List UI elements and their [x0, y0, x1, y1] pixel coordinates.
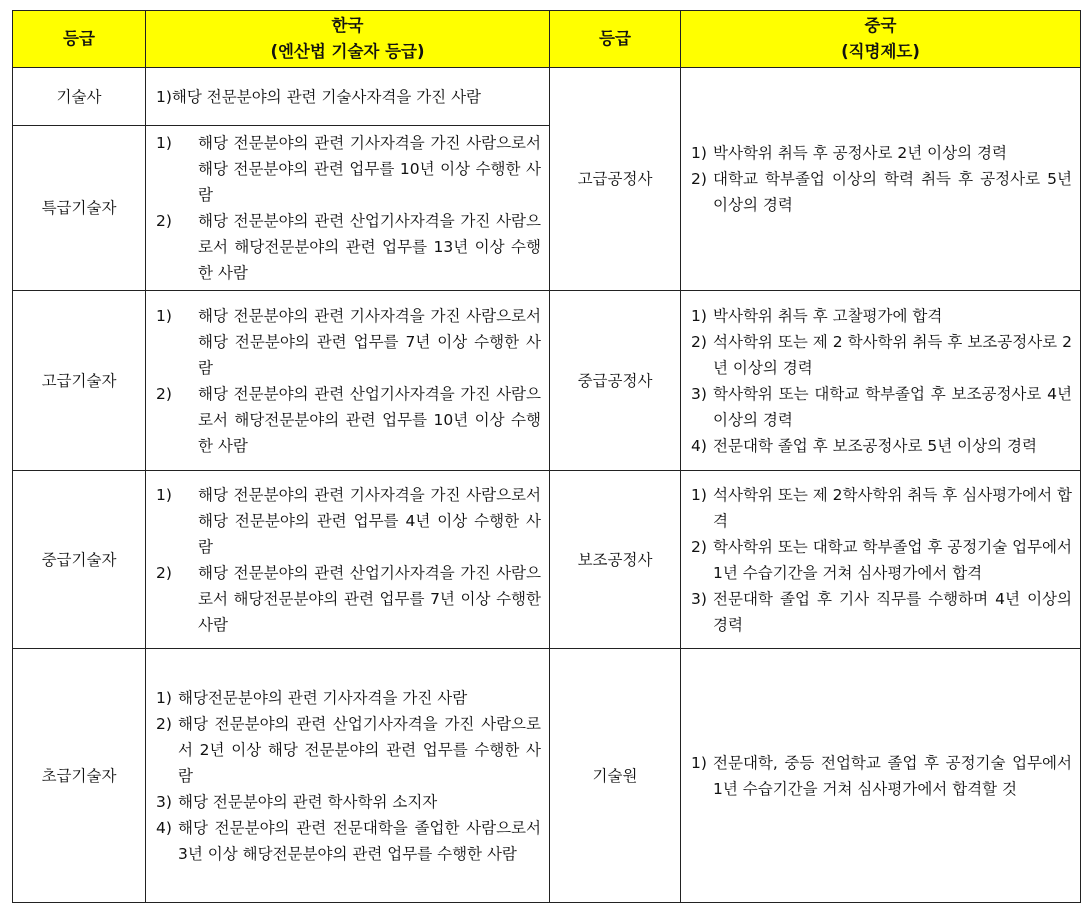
list-item [691, 586, 1072, 638]
list-item [691, 329, 1072, 381]
header-china [681, 11, 1081, 68]
list-item [156, 711, 541, 789]
header-korea [146, 11, 550, 68]
item-text: 석사학위 또는 제 2학사학위 취득 후 심사평가에서 합격 [713, 485, 1072, 530]
item-text: 대학교 학부졸업 이상의 학력 취득 후 공정사로 5년 이상의 경력 [713, 170, 1072, 214]
item-text: 해당 전문분야의 관련 산업기사자격을 가진 사람으로서 해당전문분야의 관련 업무를 10년 이상 수행한 사람 [198, 384, 541, 455]
item-number: 1) [691, 753, 707, 772]
item-number: 1) [691, 306, 707, 325]
cn-desc-cell [681, 649, 1081, 903]
table-row [13, 471, 1081, 649]
item-text: 해당 전문분야의 관련 산업기사자격을 가진 사람으로서 2년 이상 해당 전문분야의 관련 업무를 수행한 사람 [178, 714, 541, 785]
kr-grade-cell: 기술사 [13, 68, 146, 126]
item-text: 해당 전문분야의 관련 산업기사자격을 가진 사람으로서 해당전문분야의 관련 업무를 13년 이상 수행한 사람 [198, 212, 541, 282]
header-row [13, 11, 1081, 68]
item-number: 1) [691, 144, 707, 162]
kr-desc-cell [146, 471, 550, 649]
item-number: 2) [156, 714, 172, 733]
kr-grade-cell: 특급기술자 [13, 126, 146, 291]
kr-desc-cell [146, 649, 550, 903]
item-text: 전문대학 졸업 후 보조공정사로 5년 이상의 경력 [713, 436, 1037, 455]
cn-grade-cell: 보조공정사 [550, 471, 681, 649]
header-china-subtitle: (직명제도) [841, 42, 920, 61]
item-text: 해당 전문분야의 관련 기사자격을 가진 사람으로서 해당 전문분야의 관련 업무를 7년 이상 수행한 사람 [198, 306, 541, 377]
cn-desc-cell [681, 68, 1081, 291]
list-item [156, 789, 541, 815]
list-item [156, 685, 541, 711]
kr-grade-cell: 고급기술자 [13, 291, 146, 471]
item-number: 2) [691, 537, 707, 556]
item-number: 1) [156, 688, 172, 707]
list-item [156, 482, 541, 560]
header-grade-korea: 등급 [13, 11, 146, 68]
kr-grade-cell: 초급기술자 [13, 649, 146, 903]
item-text: 해당 전문분야의 관련 학사학위 소지자 [178, 792, 438, 811]
kr-grade-cell: 중급기술자 [13, 471, 146, 649]
item-number: 3) [691, 384, 707, 403]
item-number: 2) [691, 332, 707, 351]
item-text: 해당 전문분야의 관련 산업기사자격을 가진 사람으로서 해당전문분야의 관련 업무를 7년 이상 수행한 사람 [198, 563, 541, 634]
item-text: 학사학위 또는 대학교 학부졸업 후 보조공정사로 4년 이상의 경력 [713, 384, 1072, 429]
item-number: 3) [156, 792, 172, 811]
item-text: 해당 전문분야의 관련 기사자격을 가진 사람으로서 해당 전문분야의 관련 업무를 10년 이상 수행한 사람 [198, 134, 541, 204]
item-number: 4) [156, 818, 172, 837]
list-item [156, 208, 541, 286]
item-number: 2) [691, 170, 707, 188]
item-text: 1)해당 전문분야의 관련 기술사자격을 가진 사람 [156, 87, 482, 106]
item-number: 1) [691, 485, 707, 504]
item-text: 석사학위 또는 제 2 학사학위 취득 후 보조공정사로 2년 이상의 경력 [713, 332, 1072, 377]
header-korea-title: 한국 [331, 16, 364, 35]
table-row [13, 649, 1081, 903]
header-china-title: 중국 [864, 16, 897, 35]
item-number: 2) [156, 212, 172, 230]
item-text: 전문대학 졸업 후 기사 직무를 수행하며 4년 이상의 경력 [713, 589, 1072, 634]
item-number: 1) [156, 485, 172, 504]
item-text: 해당전문분야의 관련 기사자격을 가진 사람 [178, 688, 468, 707]
list-item [691, 166, 1072, 218]
item-number: 1) [156, 306, 172, 325]
list-item [156, 381, 541, 459]
list-item [691, 303, 1072, 329]
item-number: 1) [156, 134, 172, 152]
item-text: 박사학위 취득 후 공정사로 2년 이상의 경력 [713, 144, 1007, 162]
item-number: 4) [691, 436, 707, 455]
list-item [156, 130, 541, 208]
item-number: 2) [156, 384, 172, 403]
list-item [156, 303, 541, 381]
cn-desc-cell [681, 471, 1081, 649]
list-item [156, 84, 541, 110]
item-number: 3) [691, 589, 707, 608]
header-korea-subtitle: (엔산법 기술자 등급) [270, 42, 425, 61]
cn-grade-cell: 기술원 [550, 649, 681, 903]
item-text: 학사학위 또는 대학교 학부졸업 후 공정기술 업무에서 1년 수습기간을 거쳐 심사평가에서 합격 [713, 537, 1072, 582]
item-text: 전문대학, 중등 전업학교 졸업 후 공정기술 업무에서 1년 수습기간을 거쳐 심사평가에서 합격할 것 [713, 753, 1072, 798]
cn-grade-cell: 고급공정사 [550, 68, 681, 291]
header-grade-china: 등급 [550, 11, 681, 68]
list-item [691, 140, 1072, 166]
table-row [13, 291, 1081, 471]
list-item [691, 433, 1072, 459]
comparison-table [12, 10, 1081, 903]
list-item [691, 482, 1072, 534]
item-number: 2) [156, 563, 172, 582]
list-item [691, 534, 1072, 586]
cn-desc-cell [681, 291, 1081, 471]
kr-desc-cell [146, 68, 550, 126]
item-text: 박사학위 취득 후 고찰평가에 합격 [713, 306, 943, 325]
cn-grade-cell: 중급공정사 [550, 291, 681, 471]
item-text: 해당 전문분야의 관련 전문대학을 졸업한 사람으로서 3년 이상 해당전문분야의 관련 업무를 수행한 사람 [178, 818, 541, 863]
list-item [156, 815, 541, 867]
list-item [156, 560, 541, 638]
list-item [691, 381, 1072, 433]
kr-desc-cell [146, 126, 550, 291]
list-item [691, 750, 1072, 802]
kr-desc-cell [146, 291, 550, 471]
item-text: 해당 전문분야의 관련 기사자격을 가진 사람으로서 해당 전문분야의 관련 업무를 4년 이상 수행한 사람 [198, 485, 541, 556]
table-row [13, 68, 1081, 126]
